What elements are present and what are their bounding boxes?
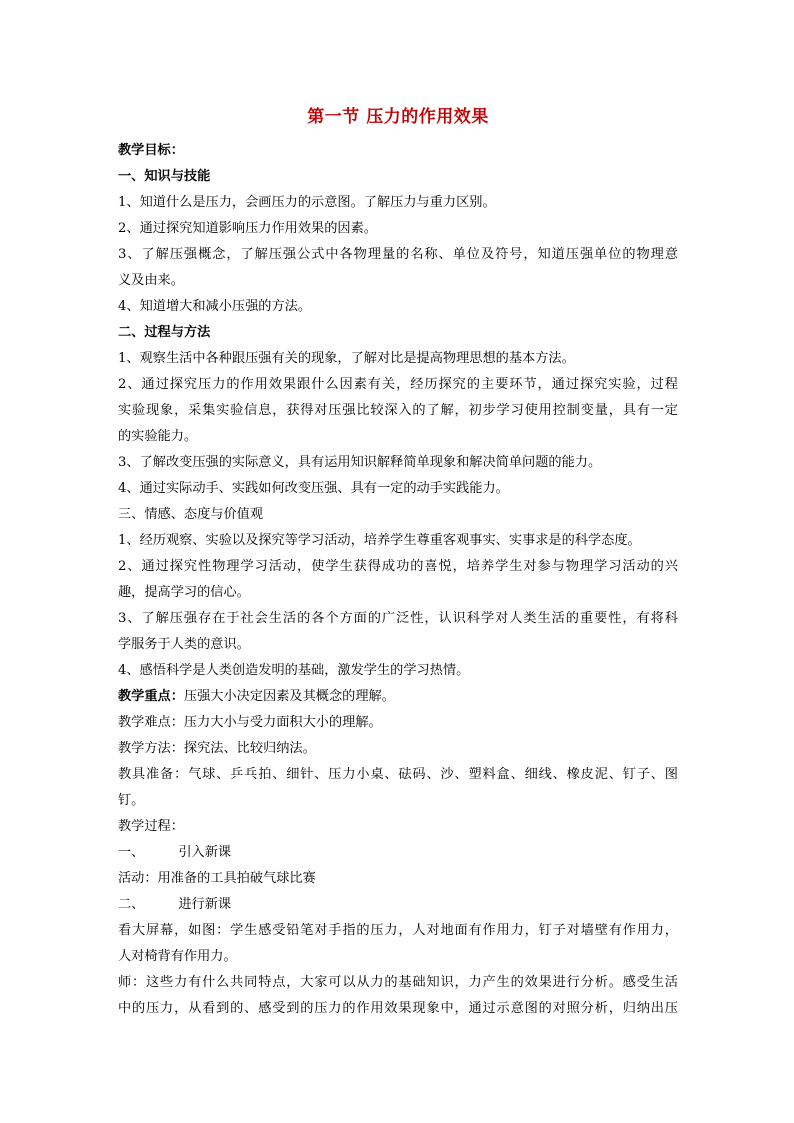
- text-line: [118, 528, 678, 554]
- text-line: [118, 138, 678, 164]
- line-text: 1、经历观察、实验以及探究等学习活动，培养学生尊重客观事实、实事求是的科学态度。: [118, 533, 641, 548]
- text-line: [118, 372, 678, 398]
- line-text: 压强大小决定因素及其概念的理解。: [183, 689, 395, 704]
- line-text: 钉。: [118, 793, 145, 808]
- line-text: 看大屏幕，如图：学生感受铅笔对手指的压力，人对地面有作用力，钉子对墙壁有作用力，: [118, 923, 678, 938]
- line-text: 4、知道增大和减小压强的方法。: [118, 299, 312, 314]
- text-line: [118, 294, 678, 320]
- line-text: 3、了解压强概念，了解压强公式中各物理量的名称、单位及符号，知道压强单位的物理意: [118, 247, 678, 262]
- document-body: [118, 138, 678, 1022]
- line-text: 三、情感、态度与价值观: [118, 507, 264, 522]
- line-text: 一、知识与技能: [118, 169, 211, 184]
- line-label: 二、: [118, 897, 145, 912]
- text-line: [118, 944, 678, 970]
- text-line: [118, 580, 678, 606]
- text-line: [118, 684, 678, 710]
- line-text: 3、了解压强存在于社会生活的各个方面的广泛性，认识科学对人类生活的重要性，有将科: [118, 611, 678, 626]
- text-line: [118, 892, 678, 918]
- line-text: 1、观察生活中各种跟压强有关的现象，了解对比是提高物理思想的基本方法。: [118, 351, 575, 366]
- text-line: [118, 866, 678, 892]
- text-line: [118, 268, 678, 294]
- line-text: 2、通过探究知道影响压力作用效果的因素。: [118, 221, 377, 236]
- text-line: [118, 762, 678, 788]
- line-text: 教学过程：: [118, 819, 184, 834]
- text-line: [118, 918, 678, 944]
- text-line: [118, 814, 678, 840]
- line-text: 的实验能力。: [118, 429, 198, 444]
- line-text: 义及由来。: [118, 273, 184, 288]
- text-line: [118, 502, 678, 528]
- line-text: 教学目标：: [118, 143, 184, 158]
- text-line: [118, 632, 678, 658]
- text-line: [118, 554, 678, 580]
- text-line: [118, 424, 678, 450]
- text-line: [118, 346, 678, 372]
- line-text: 3、了解改变压强的实际意义，具有运用知识解释简单现象和解决简单问题的能力。: [118, 455, 602, 470]
- text-line: [118, 164, 678, 190]
- line-text: 二、过程与方法: [118, 325, 211, 340]
- text-line: [118, 736, 678, 762]
- text-line: [118, 242, 678, 268]
- text-line: [118, 996, 678, 1022]
- line-text: 4、通过实际动手、实践如何改变压强、具有一定的动手实践能力。: [118, 481, 509, 496]
- line-text: 教学难点：压力大小与受力面积大小的理解。: [118, 715, 382, 730]
- document-title: 第一节 压力的作用效果: [307, 107, 489, 127]
- text-line: [118, 450, 678, 476]
- line-text: 学服务于人类的意识。: [118, 637, 250, 652]
- text-line: [118, 606, 678, 632]
- line-text: 4、感悟科学是人类创造发明的基础，激发学生的学习热情。: [118, 663, 470, 678]
- text-line: [118, 658, 678, 684]
- text-line: [118, 710, 678, 736]
- text-line: [118, 190, 678, 216]
- line-text: 2、通过探究压力的作用效果跟什么因素有关，经历探究的主要环节，通过探究实验，过程: [118, 377, 678, 392]
- line-text: 人对椅背有作用力。: [118, 949, 237, 964]
- text-line: [118, 476, 678, 502]
- line-text: 活动：用准备的工具拍破气球比赛: [118, 871, 316, 886]
- line-text: 趣，提高学习的信心。: [118, 585, 250, 600]
- line-label: 教学重点：: [118, 689, 184, 704]
- line-text: 进行新课: [178, 897, 232, 912]
- line-text: 师：这些力有什么共同特点，大家可以从力的基础知识，力产生的效果进行分析。感受生活: [118, 975, 678, 990]
- text-line: [118, 970, 678, 996]
- line-text: 教学方法：探究法、比较归纳法。: [118, 741, 316, 756]
- line-text: 2、通过探究性物理学习活动，使学生获得成功的喜悦，培养学生对参与物理学习活动的兴: [118, 559, 678, 574]
- line-text: 引入新课: [178, 845, 232, 860]
- text-line: [118, 398, 678, 424]
- line-text: 中的压力，从看到的、感受到的压力的作用效果现象中，通过示意图的对照分析，归纳出压: [118, 1001, 678, 1016]
- line-text: 教具准备：气球、乒乓拍、细针、压力小桌、砝码、沙、塑料盒、细线、橡皮泥、钉子、图: [118, 767, 678, 782]
- text-line: [118, 788, 678, 814]
- text-line: [118, 840, 678, 866]
- text-line: [118, 216, 678, 242]
- line-text: 实验现象，采集实验信息，获得对压强比较深入的了解，初步学习使用控制变量，具有一定: [118, 403, 678, 418]
- text-line: [118, 320, 678, 346]
- line-label: 一、: [118, 845, 145, 860]
- line-text: 1、知道什么是压力，会画压力的示意图。了解压力与重力区别。: [118, 195, 496, 210]
